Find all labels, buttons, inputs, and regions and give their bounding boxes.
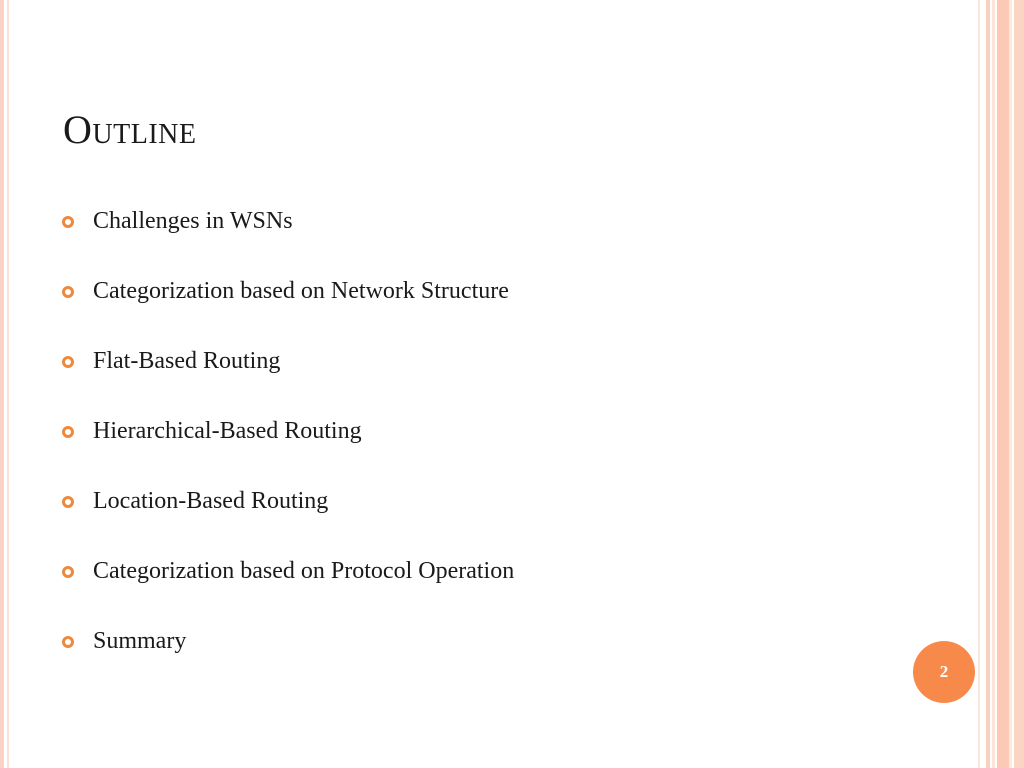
right-decor-stripe (1009, 0, 1012, 768)
bullet-list (60, 203, 514, 693)
list-item (60, 273, 514, 343)
left-decor-stripe (0, 0, 4, 768)
right-decor-stripe (978, 0, 980, 768)
bullet-circle-icon (62, 286, 74, 298)
list-item (60, 343, 514, 413)
right-decor-stripe (992, 0, 995, 768)
right-decor-stripe (986, 0, 990, 768)
page-number: 2 (939, 662, 949, 681)
page-number-badge (913, 641, 975, 703)
bullet-text: Summary (93, 628, 187, 654)
bullet-circle-icon (62, 566, 74, 578)
bullet-circle-icon (62, 356, 74, 368)
bullet-text: Hierarchical-Based Routing (93, 418, 362, 444)
right-decor-stripe (1014, 0, 1024, 768)
right-decor-stripe (997, 0, 1009, 768)
bullet-text: Categorization based on Protocol Operation (93, 558, 515, 584)
list-item (60, 553, 514, 623)
list-item (60, 203, 514, 273)
bullet-text: Challenges in WSNs (93, 208, 293, 234)
bullet-text: Categorization based on Network Structure (93, 278, 509, 304)
list-item (60, 483, 514, 553)
bullet-circle-icon (62, 426, 74, 438)
slide-title: Outline (63, 107, 197, 152)
bullet-circle-icon (62, 216, 74, 228)
bullet-circle-icon (62, 496, 74, 508)
list-item (60, 623, 514, 693)
list-item (60, 413, 514, 483)
bullet-circle-icon (62, 636, 74, 648)
bullet-text: Flat-Based Routing (93, 348, 281, 374)
left-decor-stripe-thin (7, 0, 9, 768)
bullet-text: Location-Based Routing (93, 488, 329, 514)
